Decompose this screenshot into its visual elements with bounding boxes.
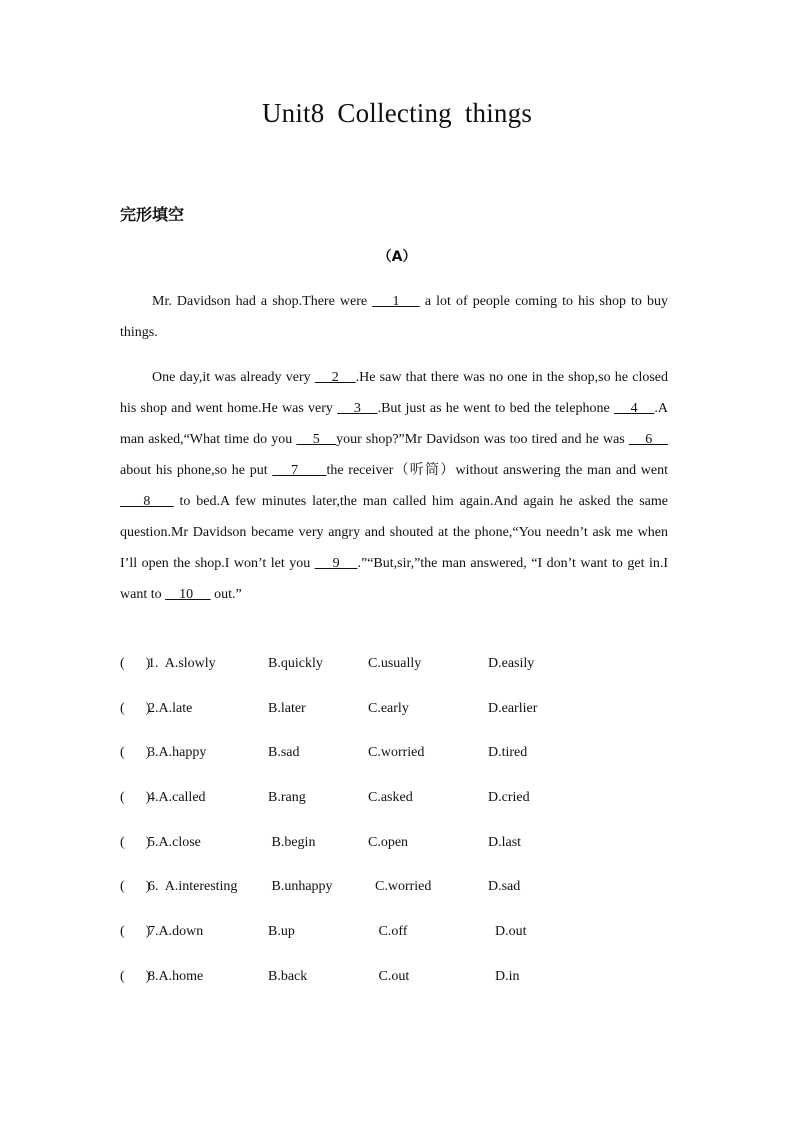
option-c: C.usually [368,656,422,671]
answer-bracket[interactable]: ( ) [120,790,151,806]
option-d: D.tired [488,745,528,761]
option-c: C.worried [368,745,425,761]
passage-paragraph-2 [120,362,668,610]
option-c: C.worried [368,879,432,895]
option-a: 5.A.close [148,834,201,850]
answer-blank[interactable]: 7 [272,463,327,478]
option-b: B.sad [268,745,300,761]
answer-bracket[interactable]: ( ) [120,924,151,940]
passage-text: One day,it was already very [152,370,315,385]
option-c: C.off [368,924,408,940]
answer-blank[interactable]: 8 [120,494,174,509]
option-b: B.unhappy [268,879,333,895]
answer-blank[interactable]: 1 [372,294,420,309]
answer-bracket[interactable]: ( ) [120,700,151,716]
answer-blank[interactable]: 2 [314,370,356,385]
option-b: B.up [268,924,295,940]
option-d: D.last [488,834,522,850]
option-d: D.out [488,924,527,940]
option-c: C.out [368,968,410,984]
passage-text: .But just as he went to bed the telephone [377,401,614,416]
option-a: 2.A.late [148,700,193,716]
passage-text: the receiver（听筒）without answering the man and went [326,463,669,478]
passage-text: .A man asked,“What time do you [120,401,669,447]
answer-blank[interactable]: 6 [628,432,668,447]
option-a: 4.A.called [148,790,206,806]
passage-paragraph-1 [120,286,668,348]
option-a: 3.A.happy [148,745,207,761]
option-b: B.later [268,700,306,716]
option-a: 8.A.home [148,968,204,984]
option-d: D.earlier [488,700,538,716]
passage-text: Mr. Davidson had a shop.There were [152,294,373,309]
passage-text: your shop?”Mr Davidson was too tired and he was [336,432,629,447]
option-c: C.open [368,834,409,850]
passage-label: （A） [377,249,417,265]
answer-bracket[interactable]: ( ) [120,968,151,984]
option-c: C.early [368,700,409,716]
answer-bracket[interactable]: ( ) [120,656,151,671]
answer-blank[interactable]: 4 [613,401,655,416]
section-heading: 完形填空 [120,205,185,224]
answer-blank[interactable]: 9 [314,556,358,571]
option-b: B.rang [268,790,306,806]
option-a: 7.A.down [148,924,204,940]
option-b: B.back [268,968,308,984]
passage-text: .He saw that there was no one in the shop,so he closed his shop and went home.He was very [120,370,669,416]
passage-text: out.” [210,587,242,602]
option-a: 1. A.slowly [148,656,216,671]
answer-blank[interactable]: 3 [337,401,378,416]
option-d: D.sad [488,879,521,895]
option-d: D.cried [488,790,530,806]
passage-text: about his phone,so he put [120,463,273,478]
option-d: D.in [488,968,520,984]
answer-bracket[interactable]: ( ) [120,745,151,761]
option-c: C.asked [368,790,413,806]
page-title: Unit8 Collecting things [261,98,533,128]
passage-text: to bed.A few minutes later,the man called him again.And again he asked the same question.Mr Davidson became very angry and shouted at the phone,“You needn’t ask me when I’ll open the shop.I won’t let you [120,494,669,571]
option-b: B.quickly [268,656,323,671]
answer-blank[interactable]: 5 [296,432,337,447]
option-a: 6. A.interesting [148,879,238,895]
option-b: B.begin [268,834,316,850]
answer-bracket[interactable]: ( ) [120,834,151,850]
answer-bracket[interactable]: ( ) [120,879,151,895]
passage-text: .”“But,sir,”the man answered, “I don’t want to get in.I want to [120,556,669,602]
passage-text: a lot of people coming to his shop to buy things. [120,294,669,340]
option-d: D.easily [488,656,535,671]
answer-blank[interactable]: 10 [165,587,211,602]
